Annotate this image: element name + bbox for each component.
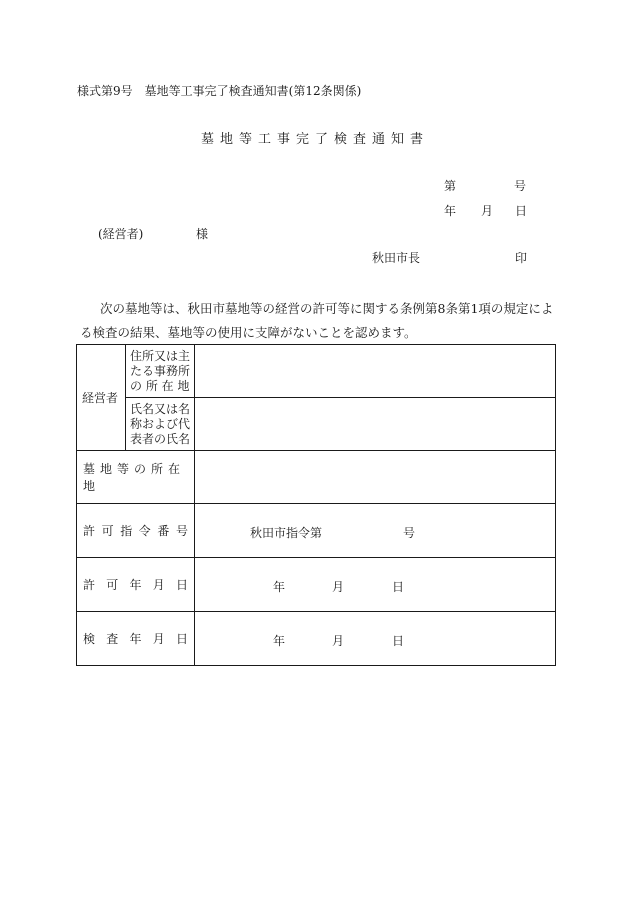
issue-date-day: 日 [515, 204, 528, 218]
inspection-date-label: 検 査 年 月 日 [77, 612, 195, 666]
operator-label: 経営者 [77, 345, 126, 451]
addressee-honorific: 様 [196, 227, 209, 241]
permit-date-label: 許 可 年 月 日 [77, 558, 195, 612]
issuer-name: 秋田市長 [372, 251, 421, 265]
addressee-label: (経営者) [98, 227, 144, 241]
permit-number-value[interactable] [195, 504, 556, 558]
document-number-suffix: 号 [514, 179, 527, 193]
permit-number-suffix: 号 [403, 526, 416, 540]
permit-number-prefix: 秋田市指令第 [250, 526, 323, 540]
inspection-date-day: 日 [392, 634, 405, 648]
issue-date-year: 年 [444, 204, 457, 218]
seal-mark: 印 [515, 251, 528, 265]
permit-date-month: 月 [332, 580, 345, 594]
cemetery-location-value[interactable] [195, 451, 556, 504]
notice-body-text: 次の墓地等は、秋田市墓地等の経営の許可等に関する条例第8条第1項の規定による検査の結果、墓地等の使用に支障がないことを認めます。 [80, 301, 554, 340]
permit-date-day: 日 [392, 580, 405, 594]
name-label: 氏名又は名 称および代 表者の氏名 [126, 398, 195, 451]
permit-date-value[interactable] [195, 558, 556, 612]
address-value[interactable] [195, 345, 556, 398]
document-title: 墓地等工事完了検査通知書 [200, 132, 429, 147]
permit-number-label: 許 可 指 令 番 号 [77, 504, 195, 558]
document-number-prefix: 第 [444, 179, 457, 193]
name-value[interactable] [195, 398, 556, 451]
issue-date-month: 月 [481, 204, 494, 218]
inspection-details-table [76, 344, 556, 666]
address-label: 住所又は主 たる事務所 の 所 在 地 [126, 345, 195, 398]
cemetery-location-label: 墓地等の所在地 [77, 451, 195, 504]
form-number-label: 様式第9号 墓地等工事完了検査通知書(第12条関係) [77, 84, 362, 98]
permit-date-year: 年 [273, 580, 286, 594]
inspection-date-value[interactable] [195, 612, 556, 666]
inspection-date-month: 月 [332, 634, 345, 648]
inspection-date-year: 年 [273, 634, 286, 648]
